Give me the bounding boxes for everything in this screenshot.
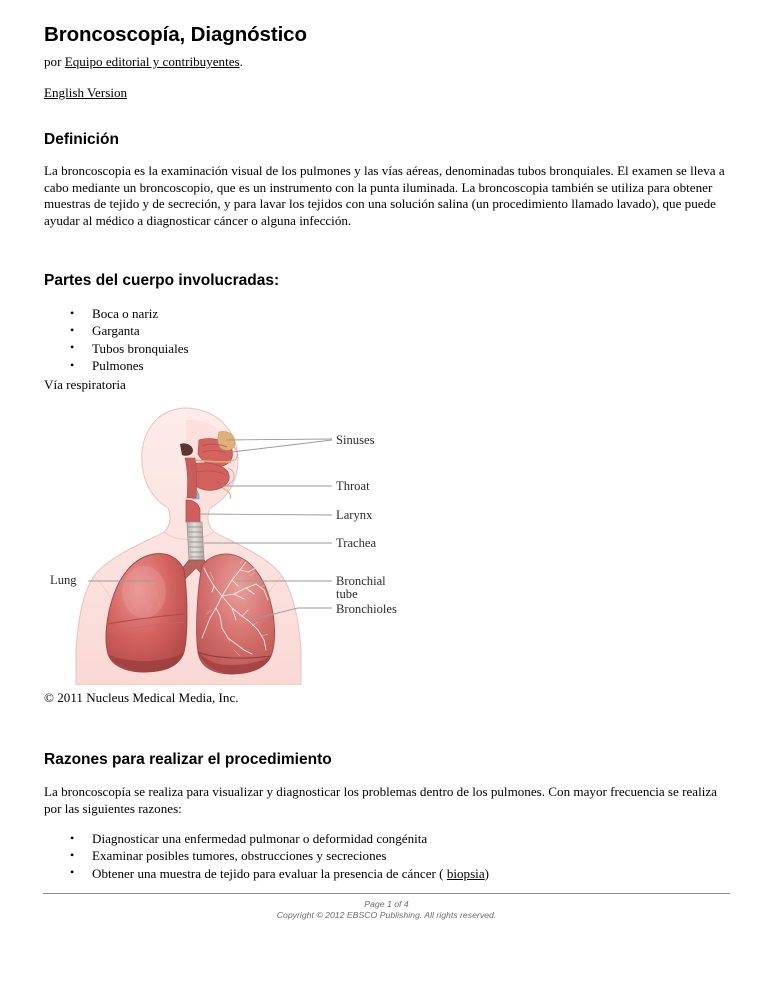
figure-label-larynx: Larynx (336, 508, 373, 522)
biopsia-link[interactable]: biopsia (446, 865, 485, 881)
list-item: • Boca o nariz (70, 305, 544, 322)
leader-line-sinuses-b (232, 440, 332, 452)
leader-line-larynx (200, 514, 332, 515)
figure-credit-row (44, 690, 544, 707)
byline-text (44, 54, 734, 71)
definition-heading-row (44, 131, 734, 150)
footer-page-number: Page 1 of 4 (364, 899, 409, 909)
body-parts-heading-row (44, 272, 734, 291)
english-version-link[interactable]: English Version (44, 85, 128, 100)
english-version-row (44, 85, 734, 102)
definition-paragraph-row (44, 163, 736, 229)
english-version-text (44, 85, 734, 102)
list-item-text: Obtener una muestra de tejido para evaluar la presencia de cáncer ( (92, 865, 447, 881)
figure-label-trachea: Trachea (336, 536, 377, 550)
body-parts-list-row (44, 305, 544, 375)
reasons-list (44, 830, 664, 882)
reasons-list-row (44, 830, 664, 882)
list-item-text: Examinar posibles tumores, obstrucciones y secreciones (92, 848, 387, 864)
list-item: • Pulmones (70, 357, 544, 374)
figure-label-bronchial-tube-line1: Bronchial (336, 574, 386, 588)
reasons-paragraph-row (44, 784, 736, 817)
respiratory-system-figure (36, 400, 506, 685)
byline (44, 54, 734, 71)
definition-paragraph: La broncoscopia es la examinación visual de los pulmones y las vías aéreas, denominadas tubos bronquiales. El examen se lleva a cabo mediante un broncoscopio, que es un instrumento con la punta iluminada. La broncoscopia también se utiliza para obtener muestras de tejido y de secreción, y para lavar los tejidos con una solución salina (un procedimiento llamado lavado), que puede ayudar al médico a diagnosticar cáncer o alguna infección. (44, 163, 725, 228)
figure-caption-row (44, 377, 444, 394)
leader-line-sinuses-a (226, 439, 332, 440)
list-item (70, 865, 664, 882)
body-parts-list (44, 305, 544, 375)
figure-credit: © 2011 Nucleus Medical Media, Inc. (44, 690, 239, 705)
list-item-text-after: ) (484, 865, 490, 881)
body-parts-heading: Partes del cuerpo involucradas: (44, 272, 280, 289)
figure-caption: Vía respiratoria (44, 377, 126, 392)
respiratory-anatomy-illustration (36, 400, 506, 685)
footer-divider (43, 893, 730, 894)
figure-label-bronchial-tube-line2: tube (336, 587, 358, 601)
page-title: Broncoscopía, Diagnóstico (44, 23, 307, 46)
figure-label-sinuses: Sinuses (336, 433, 375, 447)
byline-prefix: por (44, 54, 65, 69)
reasons-paragraph: La broncoscopía se realiza para visualizar y diagnosticar los problemas dentro de los pulmones. Con mayor frecuencia se realiza por las siguientes razones: (44, 784, 717, 816)
definition-heading: Definición (44, 131, 119, 148)
list-item: • Garganta (70, 322, 544, 339)
figure-label-throat: Throat (336, 479, 370, 493)
figure-label-lung: Lung (50, 573, 77, 587)
list-item (70, 847, 664, 864)
footer-copyright: Copyright © 2012 EBSCO Publishing. All rights reserved. (276, 910, 497, 921)
page-footer (43, 899, 730, 922)
reasons-heading-row (44, 751, 734, 770)
list-item: • Tubos bronquiales (70, 340, 544, 357)
byline-suffix: . (239, 54, 243, 69)
list-item-text: Diagnosticar una enfermedad pulmonar o deformidad congénita (92, 831, 428, 846)
page-title-block (44, 18, 734, 48)
byline-authors-link[interactable]: Equipo editorial y contribuyentes (64, 54, 240, 69)
reasons-heading: Razones para realizar el procedimiento (44, 751, 332, 768)
head-airway-detail (180, 420, 237, 513)
figure-label-bronchioles: Bronchioles (336, 602, 397, 616)
list-item (70, 830, 664, 847)
